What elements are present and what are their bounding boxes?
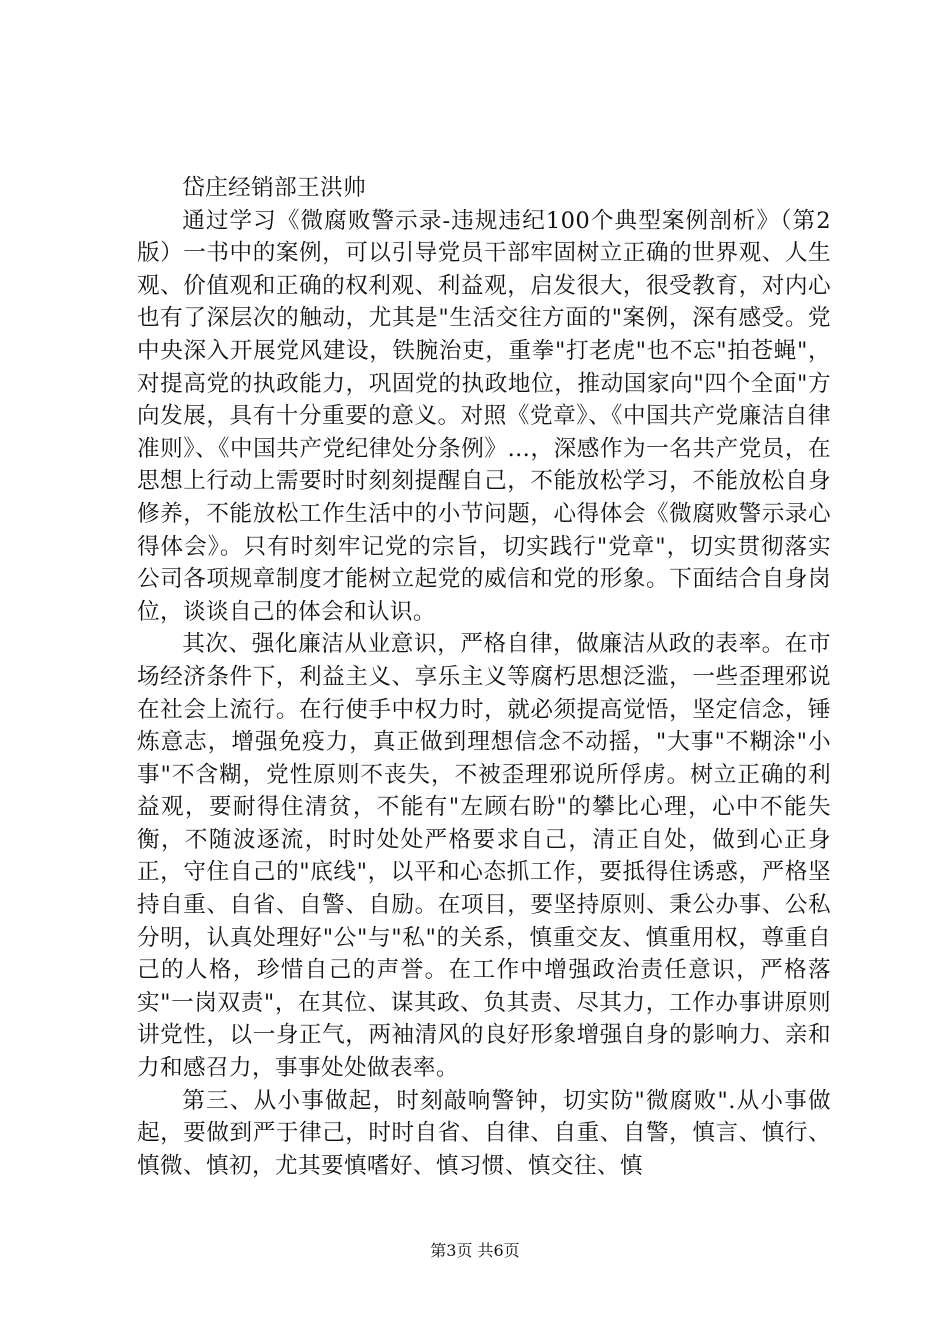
author-line: 岱庄经销部王洪帅 bbox=[182, 175, 367, 201]
paragraph: 第三、从小事做起，时刻敲响警钟，切实防"微腐败".从小事做起，要做到严于律己，时时自省、自律、自重、自警，慎言、慎行、慎微、慎初，尤其要慎嗜好、慎习惯、慎交往、慎 bbox=[137, 1087, 831, 1179]
paragraph: 通过学习《微腐败警示录-违规违纪100个典型案例剖析》（第2版）一书中的案例，可以引导党员干部牢固树立正确的世界观、人生观、价值观和正确的权利观、利益观，启发很大，很受教育，对内心也有了深层次的触动，尤其是"生活交往方面的"案例，深有感受。党中央深入开展党风建设，铁腕治吏，重拳"打老虎"也不忘"拍苍蝇"，对提高党的执政能力，巩固党的执政地位，推动国家向"四个全面"方向发展，具有十分重要的意义。对照《党章》、《中国共产党廉洁自律准则》、《中国共产党纪律处分条例》…，深感作为一名共产党员，在思想上行动上需要时时刻刻提醒自己，不能放松学习，不能放松自身修养，不能放松工作生活中的小节问题，心得体会《微腐败警示录心得体会》。只有时刻牢记党的宗旨，切实践行"党章"，切实贯彻落实公司各项规章制度才能树立起党的威信和党的形象。下面结合自身岗位，谈谈自己的体会和认识。 bbox=[137, 207, 831, 625]
document-body bbox=[137, 172, 831, 1182]
page-footer bbox=[0, 1240, 950, 1262]
paragraph: 其次、强化廉洁从业意识，严格自律，做廉洁从政的表率。在市场经济条件下，利益主义、享乐主义等腐朽思想泛滥，一些歪理邪说在社会上流行。在行使手中权力时，就必须提高觉悟，坚定信念，锤炼意志，增强免疫力，真正做到理想信念不动摇，"大事"不糊涂"小事"不含糊，党性原则不丧失，不被歪理邪说所俘虏。树立正确的利益观，要耐得住清贫，不能有"左顾右盼"的攀比心理，心中不能失衡，不随波逐流，时时处处严格要求自己，清正自处，做到心正身正，守住自己的"底线"，以平和心态抓工作，要抵得住诱惑，严格坚持自重、自省、自警、自励。在项目，要坚持原则、秉公办事、公私分明，认真处理好"公"与"私"的关系，慎重交友、慎重用权，尊重自己的人格，珍惜自己的声誉。在工作中增强政治责任意识，严格落实"一岗双责"，在其位、谋其政、负其责、尽其力，工作办事讲原则讲党性，以一身正气，两袖清风的良好形象增强自身的影响力、亲和力和感召力，事事处处做表率。 bbox=[137, 631, 831, 1082]
page-number: 第3页 共6页 bbox=[430, 1241, 520, 1260]
